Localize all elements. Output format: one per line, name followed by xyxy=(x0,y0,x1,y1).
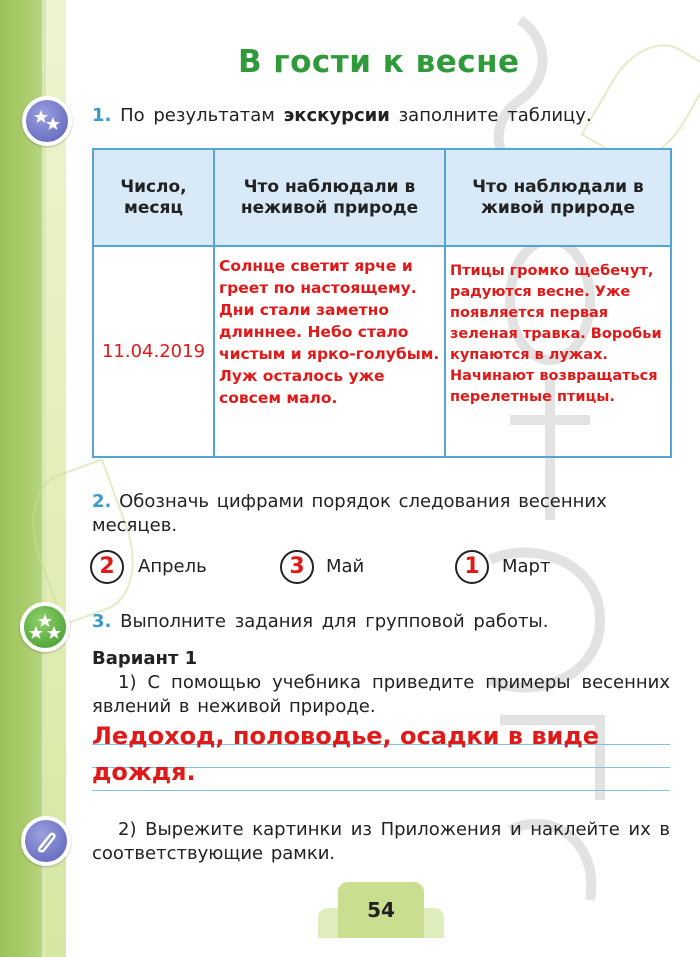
task1-number: 1. xyxy=(92,105,112,126)
task1-text-after: заполните таблицу. xyxy=(398,105,592,126)
stars-badge-icon xyxy=(22,96,72,146)
month-label: Март xyxy=(502,556,551,577)
month-label: Май xyxy=(326,556,365,577)
month-order-circle: 2 xyxy=(90,550,124,584)
month-label: Апрель xyxy=(138,556,207,577)
table-header-row xyxy=(93,149,671,246)
task1-text-bold: экскурсии xyxy=(283,105,390,126)
variant-label: Вариант 1 xyxy=(92,648,198,669)
task2-number: 2. xyxy=(92,491,112,512)
handwritten-answer: Ледоход, половодье, осадки в виде дождя. xyxy=(92,722,599,786)
task1-instruction xyxy=(92,104,672,128)
cell-nonliving: Солнце светит ярче и греет по настоящему. Дни стали заметно длиннее. Небо стало чистым и ярко-голубым. Луж осталось уже совсем мало. xyxy=(214,246,445,457)
page-sheet xyxy=(66,0,700,957)
header-nonliving: Что наблюдали в неживой природе xyxy=(214,149,445,246)
task3-item1: 1) С помощью учебника приведите примеры весенних явлений в неживой природе. xyxy=(92,672,670,717)
header-living: Что наблюдали в живой природе xyxy=(445,149,671,246)
table-row xyxy=(93,246,671,457)
star-icon xyxy=(28,612,62,642)
task3-instruction xyxy=(92,610,672,634)
page-title: В гости к весне xyxy=(238,44,520,80)
page-number: 54 xyxy=(338,882,424,938)
stars-badge-icon xyxy=(20,602,70,652)
star-icon xyxy=(32,106,62,136)
month-order-circle: 3 xyxy=(280,550,314,584)
answer-line xyxy=(92,790,670,791)
cell-date: 11.04.2019 xyxy=(93,246,214,457)
task3-number: 3. xyxy=(92,611,112,632)
paperclip-badge-icon xyxy=(21,816,71,866)
header-date: Число, месяц xyxy=(93,149,214,246)
paperclip-icon xyxy=(32,827,60,855)
observation-table xyxy=(92,148,672,458)
task1-text-before: По результатам xyxy=(120,105,275,126)
task2-text: Обозначь цифрами порядок следования весенних месяцев. xyxy=(92,491,607,536)
task2-instruction xyxy=(92,490,672,538)
task3-text: Выполните задания для групповой работы. xyxy=(120,611,549,632)
cell-living: Птицы громко щебечут, радуются весне. Уже появляется первая зеленая травка. Воробьи купаются в лужах. Начинают возвращаться перелетные птицы. xyxy=(445,246,671,457)
task3-item2: 2) Вырежите картинки из Приложения и наклейте их в соответствующие рамки. xyxy=(92,819,670,864)
month-order-circle: 1 xyxy=(455,550,489,584)
